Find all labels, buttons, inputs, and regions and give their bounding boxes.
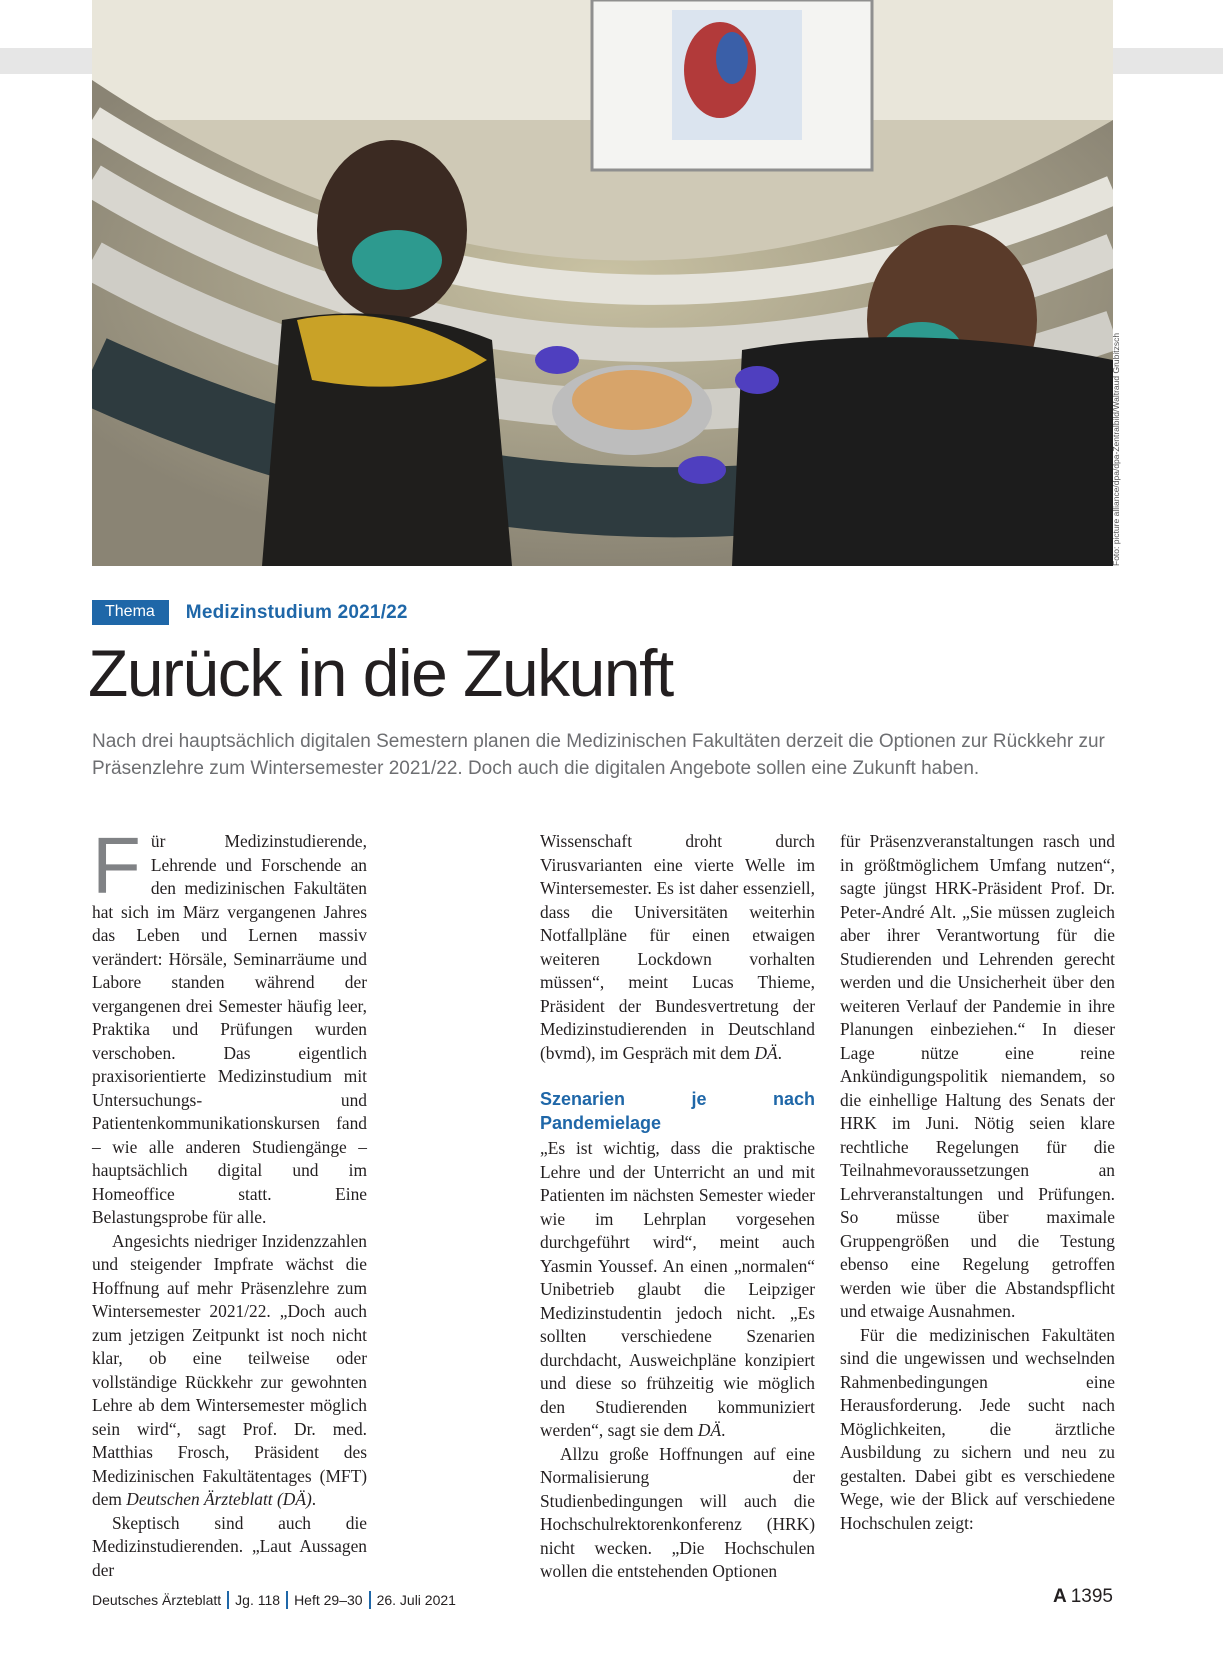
- footer-divider: [286, 1591, 288, 1609]
- paragraph: Skeptisch sind auch die Medizinstudierenden. „Laut Aussagen der: [92, 1512, 367, 1580]
- paragraph: „Es ist wichtig, dass die praktische Lehre und der Unterricht an und mit Patienten im nächsten Semester wieder wie im Lehrplan vorgesehen durchgeführt wird“, meint auch Yasmin Youssef. An einen „normalen“ Unibetrieb glaubt die Leipziger Medizinstudentin jedoch nicht. „Es sollten verschiedene Szenarien durchdacht, Ausweichpläne konzipiert und diese so frühzeitig wie möglich den Studierenden kommuniziert werden“, sagt sie dem DÄ.: [540, 1138, 815, 1440]
- paragraph: Für Medizinstudierende, Lehrende und Forschende an den medizinischen Fakultäten hat sich im März vergangenen Jahres das Leben und Lernen massiv verändert: Hörsäle, Seminarräume und Labore standen während der vergangenen drei Semester häufig leer, Praktika und Prüfungen wurden verschoben. Das eigentlich praxisorientierte Medizinstudium mit Untersuchungs- und Patientenkommunikationskursen fand – wie alle anderen Studiengänge – hauptsächlich digital und im Homeoffice statt. Eine Belastungsprobe für alle.: [92, 821, 367, 1227]
- lead-paragraph: Nach drei hauptsächlich digitalen Semestern planen die Medizinischen Fakultäten derzeit die Optionen zur Rückkehr zur Präsenzlehre zum Wintersemester 2021/22. Doch auch die digitalen Angebote sollen eine Zukunft haben.: [92, 731, 1105, 779]
- paragraph: Angesichts niedriger Inzidenzzahlen und steigender Impfrate wächst die Hoffnung auf mehr Präsenzlehre zum Wintersemester 2021/22. „Doch auch zum jetzigen Zeitpunkt ist noch nicht klar, ob eine teilweise oder vollständige Rückkehr zur gewohnten Lehre ab dem Wintersemester möglich sein wird“, sagt Prof. Dr. med. Matthias Frosch, Präsident des Medizinischen Fakultätentages (MFT) dem Deutschen Ärzteblatt (DÄ).: [92, 1230, 367, 1509]
- photo-credit: Foto: picture alliance/dpa/dpa-Zentralbild/Waltraud Grubitzsch: [1111, 332, 1121, 566]
- headline: Zurück in die Zukunft: [88, 636, 673, 710]
- subheading: Szenarien je nach Pandemielage: [540, 1089, 815, 1133]
- issue-date: 26. Juli 2021: [376, 1592, 456, 1608]
- page-number: A 1395: [1052, 1586, 1113, 1607]
- section-tag: Thema: [92, 600, 169, 625]
- article-column-2: [540, 830, 815, 1584]
- issue: Heft 29–30: [294, 1592, 363, 1608]
- page-footer: [92, 1591, 456, 1609]
- article-column-3: [840, 830, 1115, 1535]
- paragraph: Wissenschaft droht durch Virusvarianten eine vierte Welle im Wintersemester. Es ist daher essenziell, dass die Universitäten weiterhin Notfallpläne für einen etwaigen weiteren Lockdown vorhalten müssen“, meint Lucas Thieme, Präsident der Bundesvertretung der Medizinstudierenden in Deutschland (bvmd), im Gespräch mit dem DÄ.: [540, 831, 815, 1063]
- paragraph: für Präsenzveranstaltungen rasch und in größtmöglichem Umfang nutzen“, sagte jüngst HRK-Präsident Prof. Dr. Peter-André Alt. „Sie müssen zugleich aber ihrer Verantwortung für die Studierenden und Lehrenden gerecht werden und die Unsicherheit über den weiteren Verlauf der Pandemie in ihre Planungen einbeziehen.“ In dieser Lage nütze eine reine Ankündigungspolitik niemandem, so die einhellige Haltung des Senats der HRK im Juni. Nötig seien klare rechtliche Regelungen für die Teilnahmevoraussetzungen an Lehrveranstaltungen und Prüfungen. So müsse über maximale Gruppengrößen und die Testung ebenso eine Regelung getroffen werden wie über die Abstandspflicht und etwaige Ausnahmen.: [840, 831, 1115, 1321]
- footer-divider: [369, 1591, 371, 1609]
- volume: Jg. 118: [235, 1592, 281, 1608]
- lecture-hall-photo: [92, 0, 1113, 566]
- drop-cap: F: [92, 821, 141, 910]
- paragraph: Für die medizinischen Fakultäten sind die ungewissen und wechselnden Rahmenbedingungen eine Herausforderung. Jede sucht nach Möglichkeiten, die ärztliche Ausbildung zu sichern und neu zu gestalten. Dabei gibt es verschiedene Wege, wie der Blick auf verschiedene Hochschulen zeigt:: [840, 1324, 1115, 1533]
- journal-name: Deutsches Ärzteblatt: [92, 1592, 222, 1608]
- article-column-1: [92, 821, 367, 1582]
- rubric: Medizinstudium 2021/22: [185, 601, 408, 623]
- kicker: [92, 600, 408, 625]
- footer-divider: [227, 1591, 229, 1609]
- paragraph: Allzu große Hoffnungen auf eine Normalisierung der Studienbedingungen will auch die Hochschulrektorenkonferenz (HRK) nicht wecken. „Die Hochschulen wollen die entstehenden Optionen: [540, 1443, 815, 1581]
